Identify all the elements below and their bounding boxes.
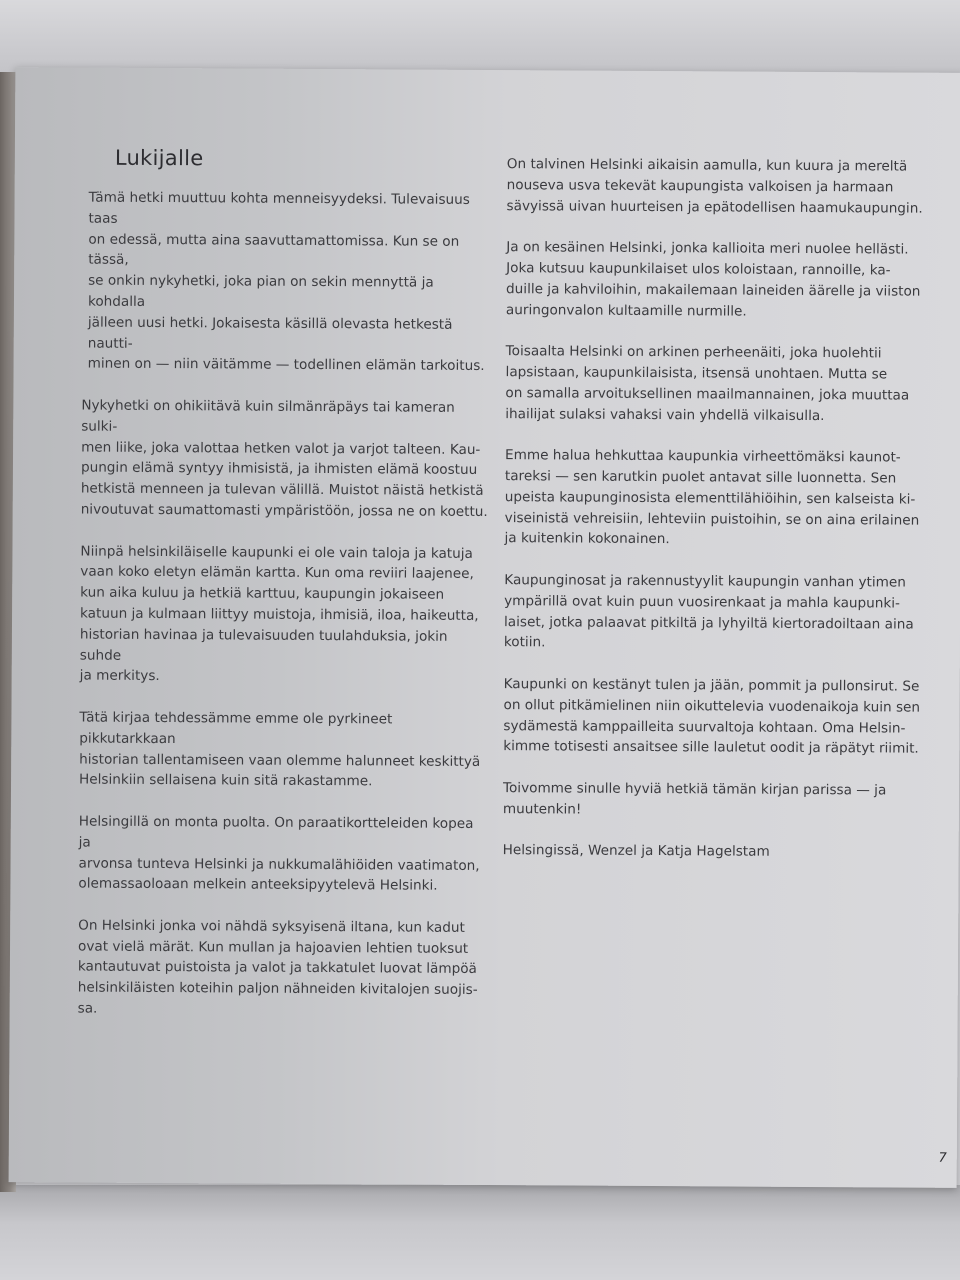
paragraph: Toisaalta Helsinki on arkinen perheenäiti, joka huolehtii lapsistaan, kaupunkilaisista, itsensä unohtaen. Mutta se on samalla arvoituksellinen maailmannainen, joka muuttaa ihailijat sulaksi vahaksi vain yhdellä vilkaisulla. xyxy=(505,343,910,424)
signature-line: Helsingissä, Wenzel ja Katja Hagelstam xyxy=(502,842,770,861)
left-text-column xyxy=(77,146,492,1043)
book-page xyxy=(9,67,960,1188)
paragraph: Tätä kirjaa tehdessämme emme ole pyrkineet pikkutarkkaan historian tallentamiseen vaan olemme halunneet keskittyä Helsinkiin sellaisena kuin sitä rakastamme. xyxy=(79,709,481,790)
background-fabric-bottom xyxy=(0,1185,960,1280)
paragraph: On talvinen Helsinki aikaisin aamulla, kun kuura ja mereltä nouseva usva tekevät kaupungista valkoisen ja harmaan sävyissä uivan huurteisen ja epätodellisen haamukaupungin. xyxy=(506,156,923,217)
paragraph: Helsingillä on monta puolta. On paraatikortteleiden kopea ja arvonsa tunteva Helsinki ja nukkumalähiöiden vaatimaton, olemassaoloaan melkein anteeksipyytelevä Helsinki. xyxy=(78,813,480,895)
paragraph: Ja on kesäinen Helsinki, jonka kallioita meri nuolee hellästi. Joka kutsuu kaupunkilaiset ulos koloistaan, rannoille, ka- duille ja kahviloihin, makailemaan laineiden äärelle ja viiston auringonvalon kultaamille nurmille. xyxy=(505,239,921,320)
paragraph: Niinpä helsinkiläiselle kaupunki ei ole vain taloja ja katuja vaan koko eletyn elämän kartta. Kun oma reviiri laajenee, kun aika kuluu ja hetkiä karttuu, kaupungin jokaiseen katuun ja kulmaan liittyy muistoja, ihmisiä, iloa, haikeutta, historian havinaa ja tulevaisuuden tuulahduksia, jokin suhde ja merkitys. xyxy=(79,543,479,685)
right-text-column xyxy=(502,154,946,885)
paragraph: Emme halua hehkuttaa kaupunkia virheettömäksi kaunot- tareksi — sen karutkin puolet antavat sille luonnetta. Sen upeista kaupunginosista elementtilähiöihin, sen kalseista ki- viseinistä vehreisiin, lehteviin puistoihin, se on aina erilainen ja kuitenkin kokonainen. xyxy=(504,447,920,548)
paragraph: Kaupunki on kestänyt tulen ja jään, pommit ja pullonsirut. Se on ollut pitkämielinen niin oikuttelevia vuodenaikoja kuin sen sydämestä kamppailleita suurvaltoja kohtaan. Oma Helsin- kimme totisesti ansaitsee sille lauletut oodit ja räpätyt riimit. xyxy=(503,676,921,757)
page-number: 7 xyxy=(938,1150,947,1166)
paragraph: On Helsinki jonka voi nähdä syksyisenä iltana, kun kadut ovat vielä märät. Kun mullan ja hajoavien lehtien tuoksut kantautuvat puistoista ja valot ja takkatulet luovat lämpöä helsinkiläisten koteihin paljon nähneiden kivitalojen suojis- sa. xyxy=(77,917,478,1017)
paragraph: Kaupunginosat ja rakennustyylit kaupungin vanhan ytimen ympärillä ovat kuin puun vuosirenkaat ja mahla kaupunki- laiset, jotka palaavat pitkiltä ja lyhyiltä kiertoradoiltaan aina kotiin. xyxy=(503,572,914,651)
paragraph: Tämä hetki muuttuu kohta menneisyydeksi. Tulevaisuus taas on edessä, mutta aina saavuttamattomissa. Kun se on tässä, se onkin nykyhetki, joka pian on sekin mennyttä ja kohdalla jälleen uusi hetki. Jokaisesta käsillä olevasta hetkestä nautti- minen on — niin väitämme — todellinen elämän tarkoitus. xyxy=(87,189,485,375)
page-heading: Lukijalle xyxy=(114,145,204,171)
paragraph: Toivomme sinulle hyviä hetkiä tämän kirjan parissa — ja muutenkin! xyxy=(502,780,887,818)
paragraph: Nykyhetki on ohikiitävä kuin silmänräpäys tai kameran sulki- men liike, joka valottaa hetken valot ja varjot talteen. Kau- pungin elämä syntyy ihmisistä, ja ihmisten elämä koostuu hetkistä menneen ja tulevan välillä. Muistot näistä hetkistä nivoutuvat saumattomasti ympäristöön, jossa ne on koettu. xyxy=(80,397,488,520)
